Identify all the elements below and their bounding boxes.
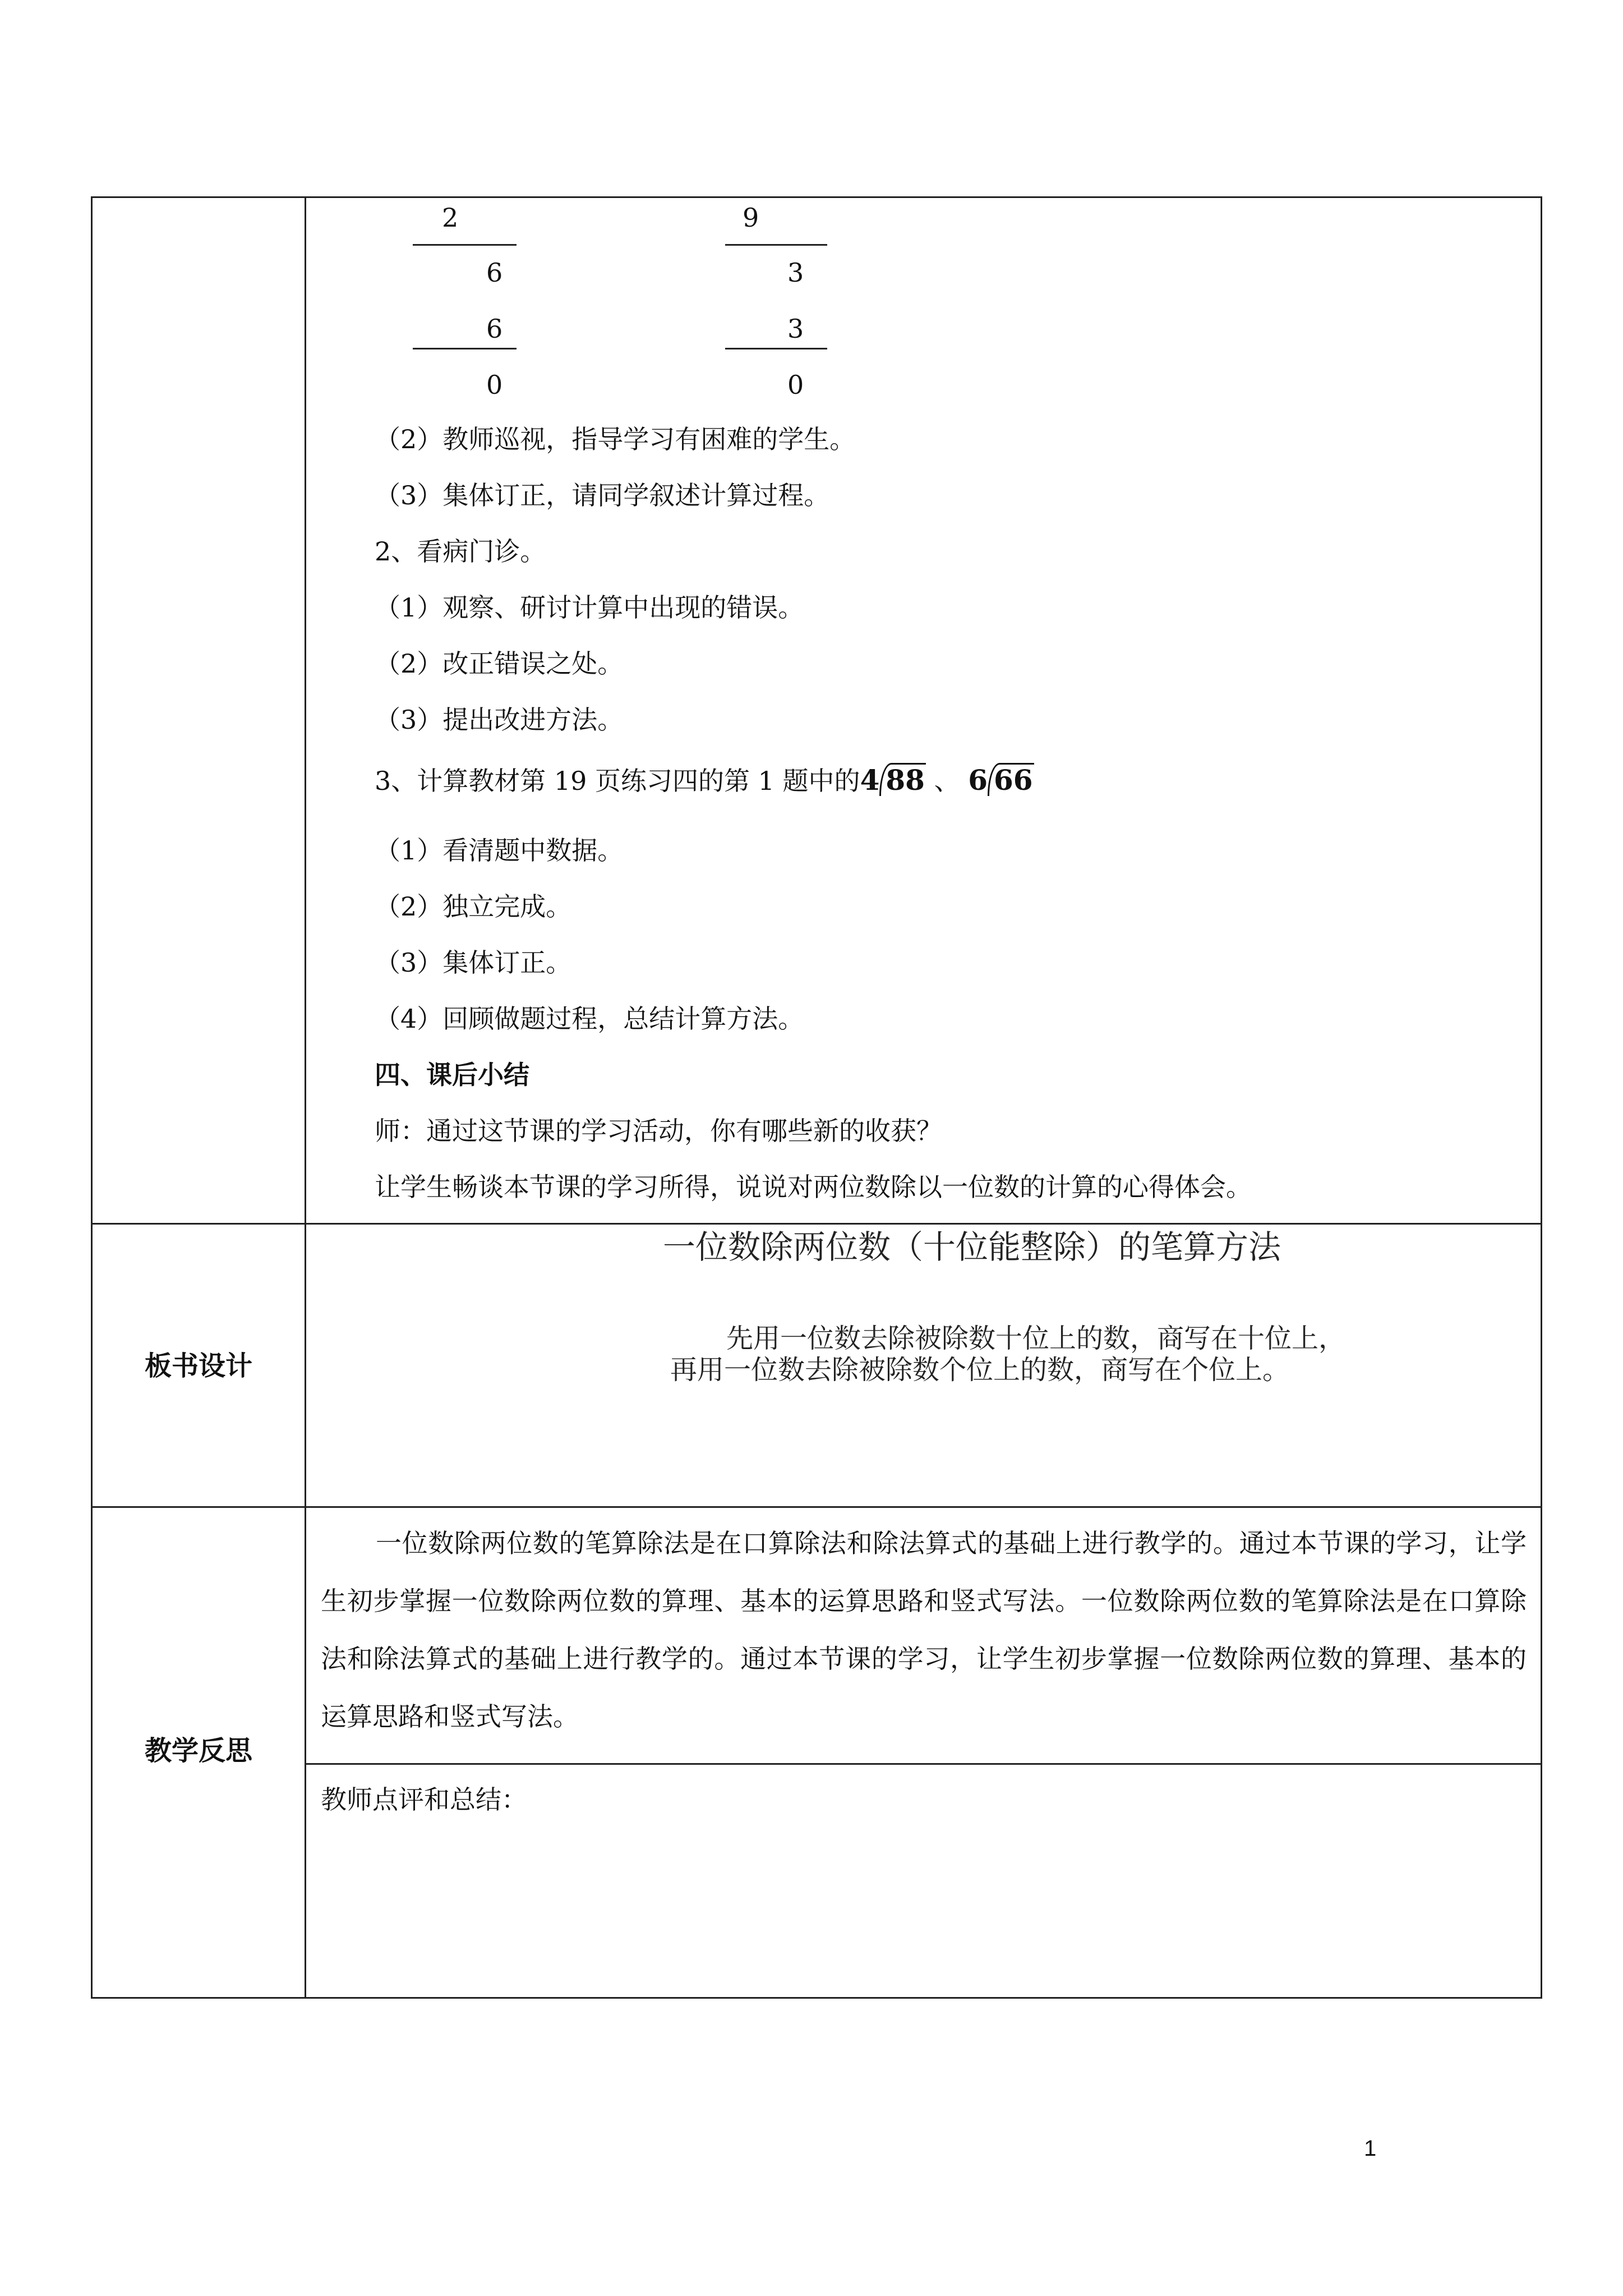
division-right-bar — [725, 244, 827, 246]
step-2-2: （2）改正错误之处。 — [375, 648, 624, 679]
division-right-sub1: 3 — [787, 257, 804, 288]
division-right-line — [725, 348, 827, 349]
step-2-1: （1）观察、研讨计算中出现的错误。 — [375, 592, 804, 623]
division-bracket-icon — [879, 763, 926, 796]
row-divider-reflection — [91, 1506, 1542, 1508]
division-4-88 — [860, 763, 926, 797]
board-text: 先用一位数去除被除数十位上的数，商写在十位上，再用一位数去除被除数个位上的数，商写在个位上。 — [670, 1323, 1346, 1386]
step-2-3: （3）提出改进方法。 — [375, 705, 624, 735]
division-left-quotient: 2 — [442, 203, 459, 233]
summary-student-line: 让学生畅谈本节课的学习所得，说说对两位数除以一位数的计算的心得体会。 — [375, 1172, 1252, 1202]
summary-teacher-line: 师：通过这节课的学习活动，你有哪些新的收获？ — [375, 1116, 942, 1146]
step-3-1: （1）看清题中数据。 — [375, 835, 624, 866]
division-right-quotient: 9 — [743, 203, 759, 233]
reflection-paragraph: 一位数除两位数的笔算除法是在口算除法和除法算式的基础上进行教学的。通过本节课的学习，让学生初步掌握一位数除两位数的算理、基本的运算思路和竖式写法。一位数除两位数的笔算除法是在口算除法和除法算式的基础上进行教学的。通过本节课的学习，让学生初步掌握一位数除两位数的算理、基本的运算思路和竖式写法。 — [321, 1528, 1527, 1732]
board-title: 一位数除两位数（十位能整除）的笔算方法 — [663, 1228, 1281, 1266]
dividend-88: 88 — [886, 763, 925, 797]
division-bracket-icon — [988, 763, 1034, 796]
division-6-66 — [968, 763, 1034, 797]
step-1-2: （2）教师巡视，指导学习有困难的学生。 — [375, 424, 856, 454]
step-3 — [375, 763, 1034, 798]
division-left-remainder: 0 — [486, 370, 503, 400]
division-left-sub1: 6 — [486, 257, 503, 288]
column-divider — [305, 196, 306, 1999]
board-design-label: 板书设计 — [144, 1350, 252, 1382]
step-3-4: （4）回顾做题过程，总结计算方法。 — [375, 1004, 804, 1034]
step-2: 2、看病门诊。 — [375, 536, 546, 567]
page-number: 1 — [1364, 2136, 1377, 2161]
dividend-66: 66 — [994, 763, 1033, 797]
division-left-bar — [413, 244, 517, 246]
row-divider-board — [91, 1223, 1542, 1225]
divisor-6: 6 — [968, 763, 988, 797]
division-right-remainder: 0 — [787, 370, 804, 400]
step-3-3: （3）集体订正。 — [375, 947, 572, 978]
step-3-separator: 、 — [934, 766, 960, 796]
step-3-text: 3、计算教材第 19 页练习四的第 1 题中的 — [375, 766, 860, 796]
summary-heading: 四、课后小结 — [375, 1060, 529, 1090]
division-right-sub2: 3 — [787, 314, 804, 344]
step-3-2: （2）独立完成。 — [375, 891, 572, 922]
teacher-comment-label: 教师点评和总结： — [321, 1784, 527, 1815]
division-left-line — [413, 348, 517, 349]
division-left-sub2: 6 — [486, 314, 503, 344]
row-divider-comment — [305, 1763, 1542, 1765]
reflection-label: 教学反思 — [144, 1735, 252, 1766]
divisor-4: 4 — [860, 763, 880, 797]
step-1-3: （3）集体订正，请同学叙述计算过程。 — [375, 480, 830, 510]
